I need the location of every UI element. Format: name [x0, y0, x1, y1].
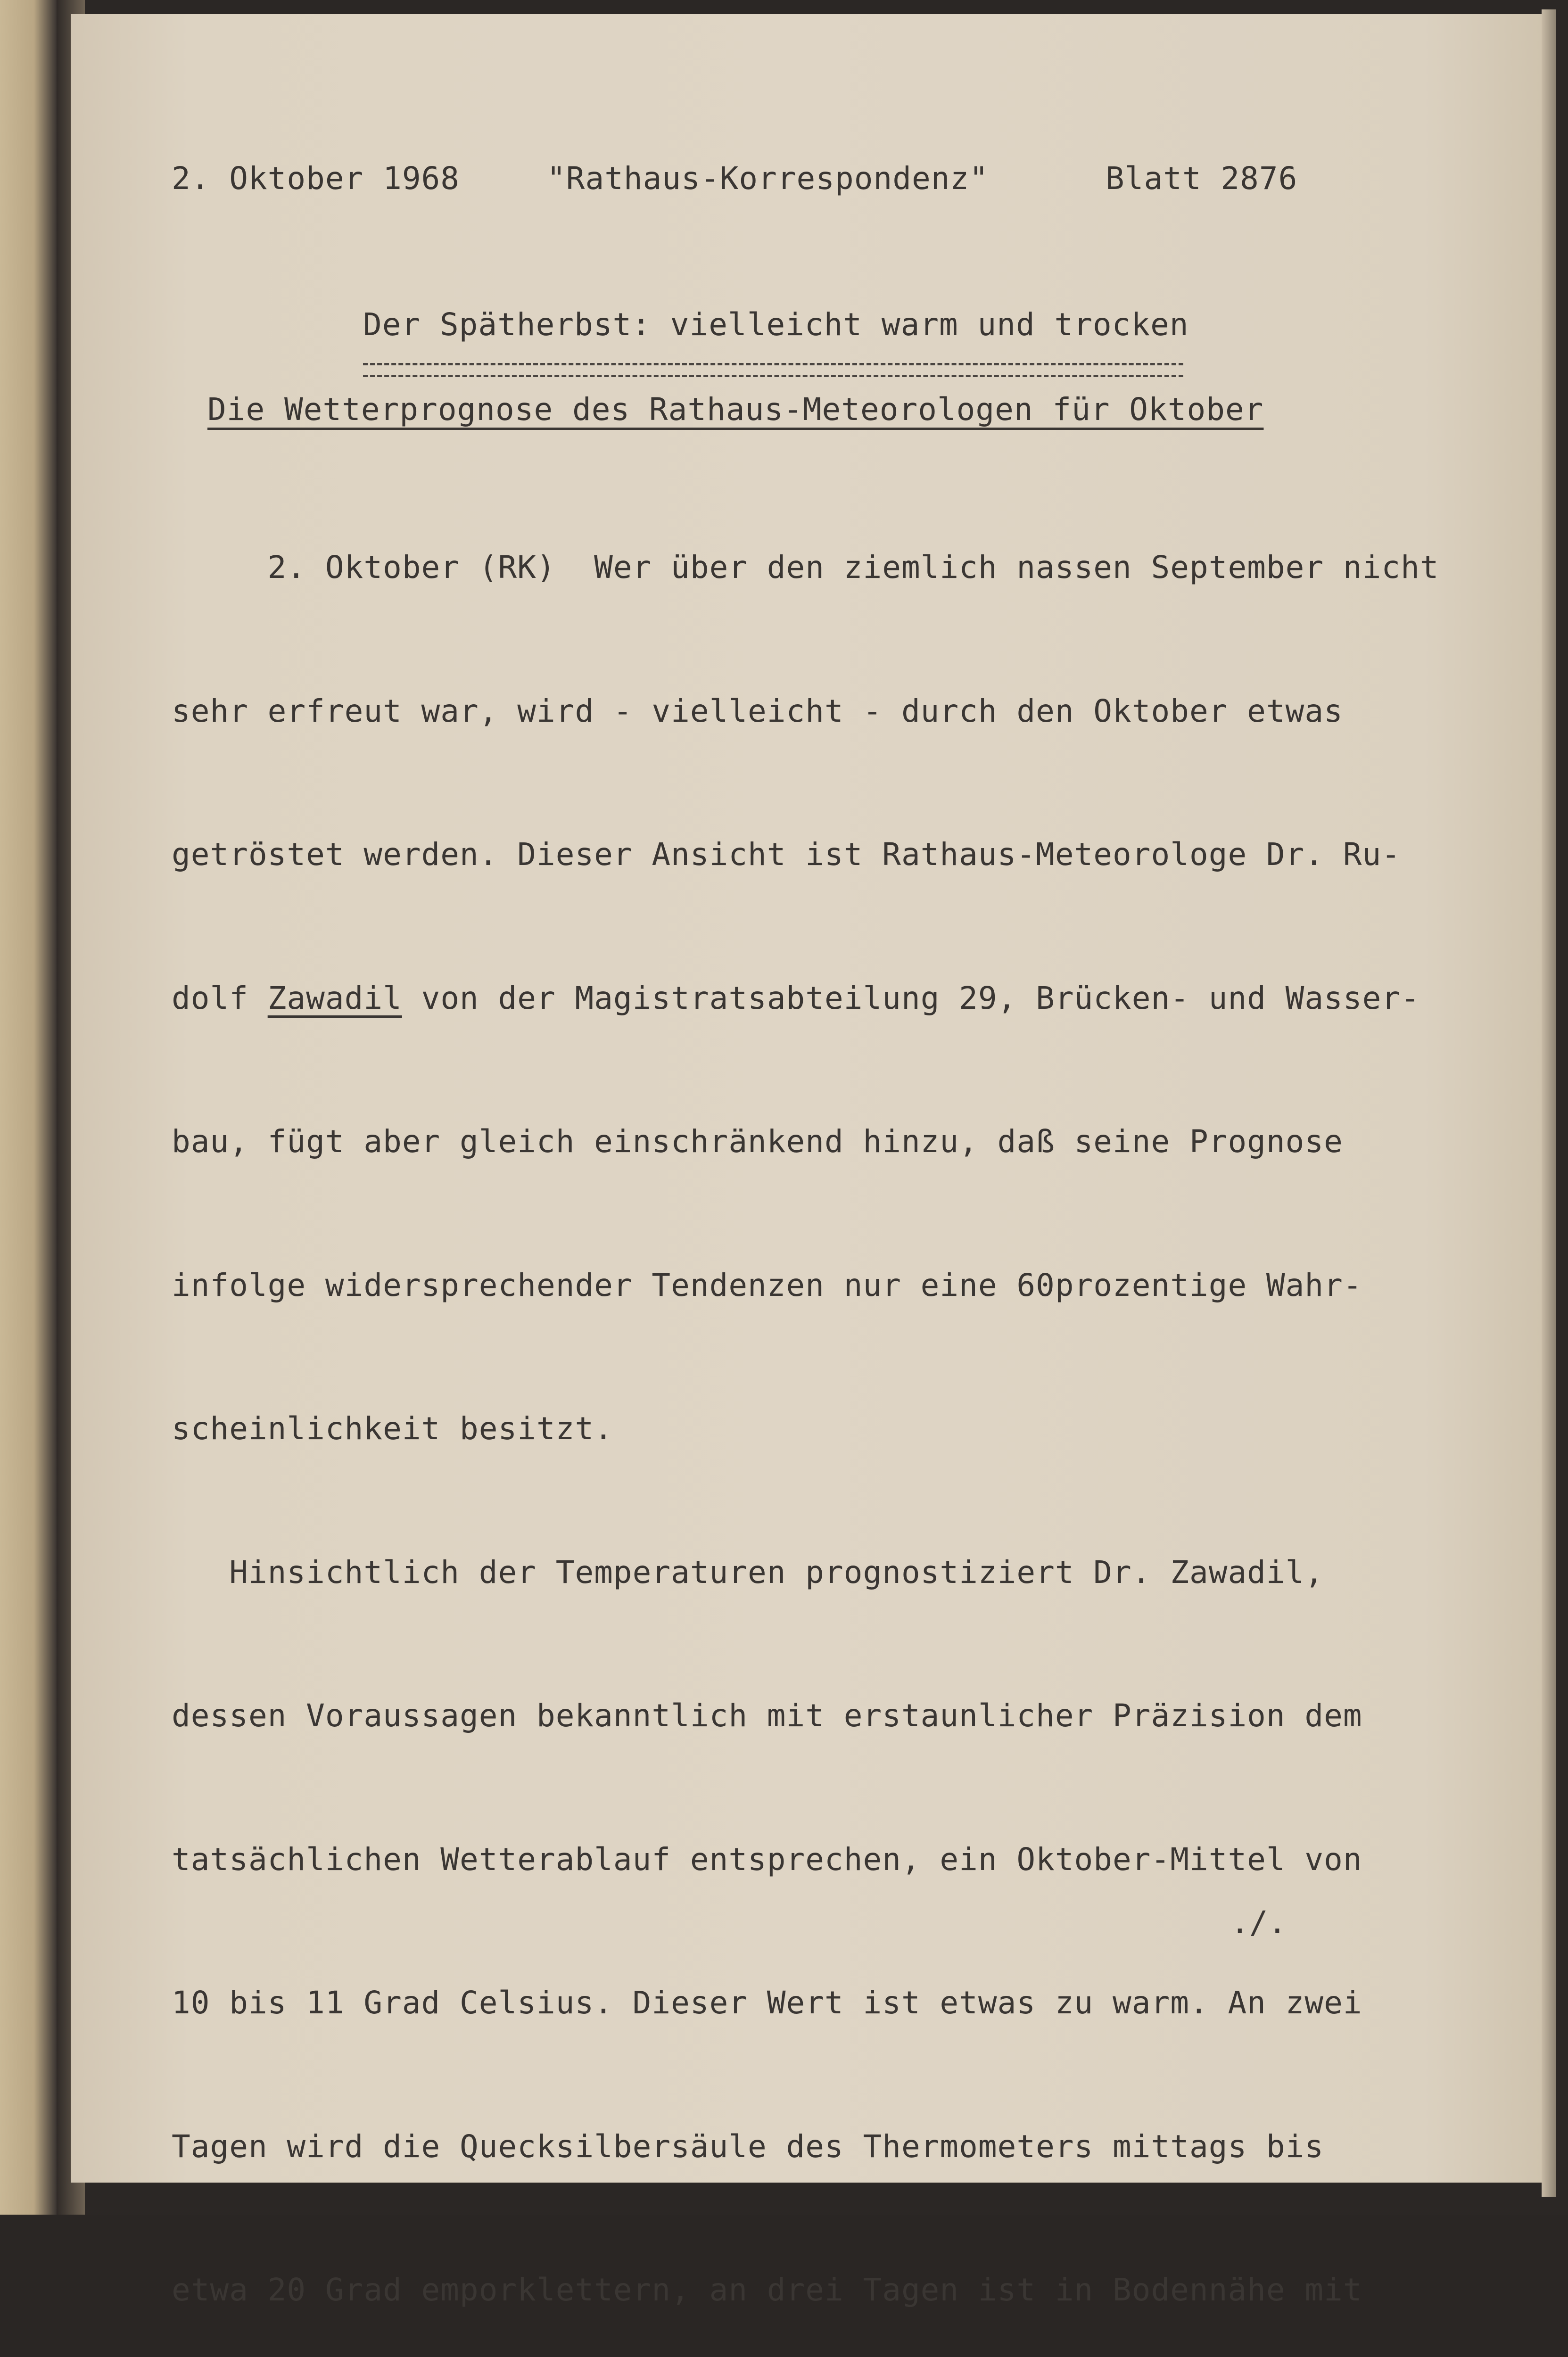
body-text-fragment: dolf — [172, 980, 268, 1016]
body-line: 2. Oktober (RK) Wer über den ziemlich nassen September nicht — [172, 549, 1439, 585]
header-publication: "Rathaus-Korrespondenz" — [547, 160, 989, 197]
body-line: dessen Voraussagen bekanntlich mit erstaunlicher Präzision dem — [172, 1698, 1362, 1734]
article-title: Der Spätherbst: vielleicht warm und trocken — [363, 306, 1189, 343]
binder-board — [0, 0, 57, 2215]
header-sheet-number: Blatt 2876 — [1106, 160, 1298, 197]
article-body — [172, 448, 1439, 2357]
body-line: Hinsichtlich der Temperaturen prognostiziert Dr. Zawadil, — [172, 1554, 1324, 1591]
body-line: tatsächlichen Wetterablauf entsprechen, ein Oktober-Mittel von — [172, 1841, 1362, 1878]
header-date: 2. Oktober 1968 — [172, 160, 460, 197]
body-line: bau, fügt aber gleich einschränkend hinzu, daß seine Prognose — [172, 1123, 1343, 1160]
continuation-mark: ./. — [1230, 1904, 1287, 1941]
body-line: 10 bis 11 Grad Celsius. Dieser Wert ist etwas zu warm. An zwei — [172, 1985, 1362, 2021]
body-line: Tagen wird die Quecksilbersäule des Thermometers mittags bis — [172, 2128, 1324, 2165]
body-text-fragment: von der Magistratsabteilung 29, Brücken- und Wasser- — [402, 980, 1420, 1016]
body-line: getröstet werden. Dieser Ansicht ist Rathaus-Meteorologe Dr. Ru- — [172, 836, 1401, 873]
page-edge — [1542, 9, 1556, 2197]
article-subtitle: Die Wetterprognose des Rathaus-Meteorologen für Oktober — [207, 391, 1264, 428]
body-line — [172, 974, 1435, 1022]
body-line: etwa 20 Grad emporklettern, an drei Tagen ist in Bodennähe mit — [172, 2272, 1362, 2308]
body-line: sehr erfreut war, wird - vielleicht - durch den Oktober etwas — [172, 692, 1343, 729]
body-line: infolge widersprechender Tendenzen nur eine 60prozentige Wahr- — [172, 1267, 1362, 1303]
underlined-name: Zawadil — [267, 980, 402, 1016]
title-double-underline — [363, 363, 1183, 377]
body-line: scheinlichkeit besitzt. — [172, 1410, 613, 1447]
